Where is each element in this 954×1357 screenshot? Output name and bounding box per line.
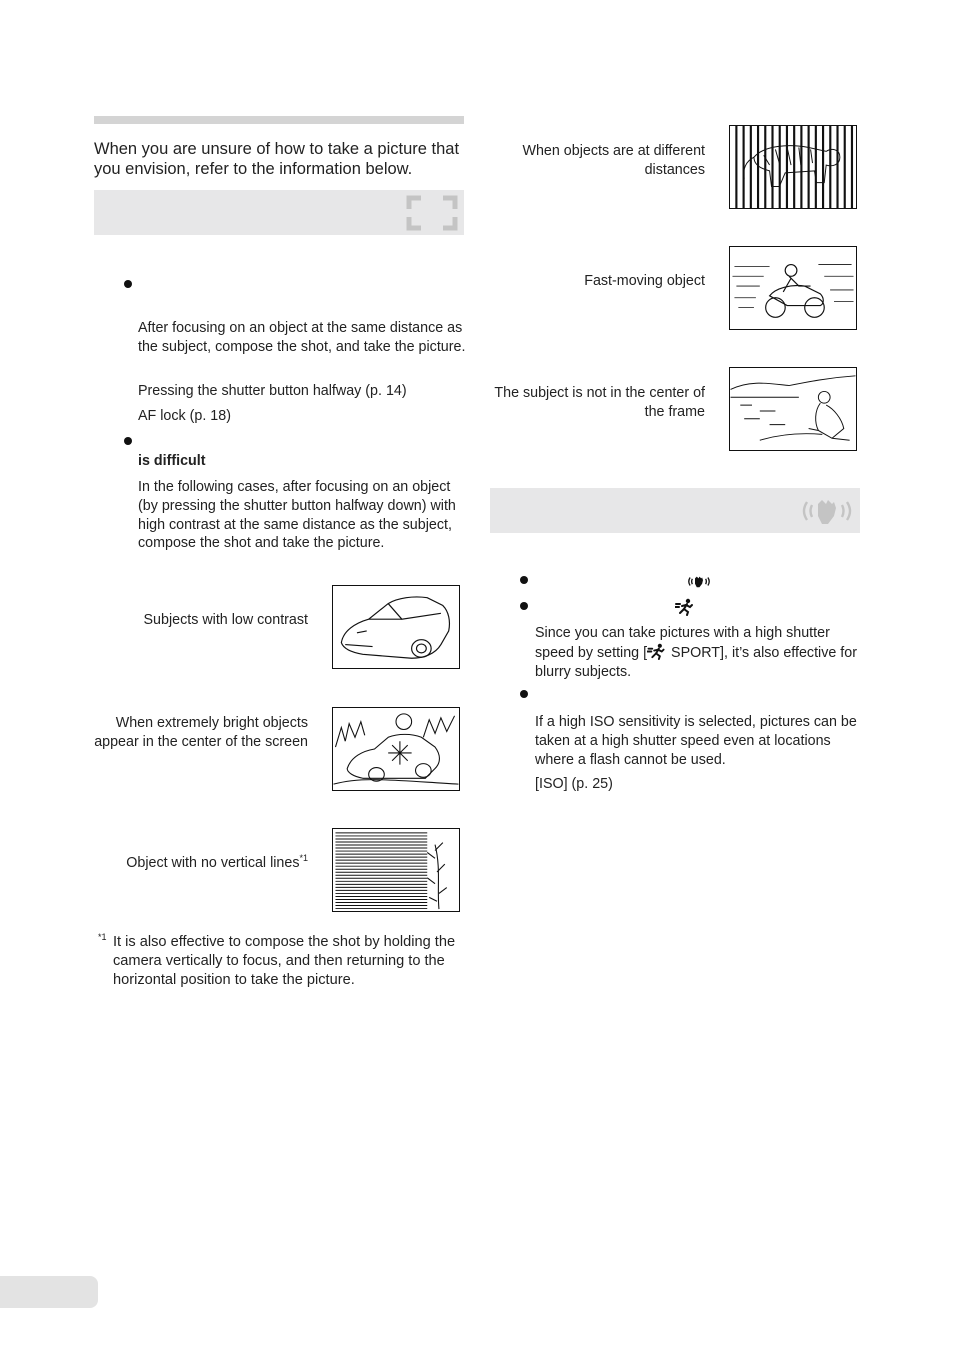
motorcycle-rider-illustration: [729, 246, 857, 330]
bullet-dot: [124, 280, 132, 288]
sport-runner-icon: [647, 643, 667, 660]
focus-ref-af-lock: AF lock (p. 18): [138, 408, 231, 424]
case-label: Fast-moving object: [584, 273, 705, 289]
iso-ref: [ISO] (p. 25): [535, 776, 613, 792]
footnote-marker: *1: [299, 853, 308, 864]
bullet-dot: [520, 602, 528, 610]
case-label-text: Object with no vertical lines: [126, 855, 300, 871]
case-label: Subjects with low contrast: [143, 612, 308, 628]
tiger-behind-bars-illustration: [729, 125, 857, 209]
focus-bullet2-body: In the following cases, after focusing on an object (by pressing the shutter button halfway down) with high contrast at the same distance as the subject, compose the shot and take the picture.: [138, 479, 456, 552]
case-label: The subject is not in the center of the frame: [494, 385, 705, 420]
case-label: [94, 854, 308, 873]
bullet-dot: [520, 576, 528, 584]
car-with-sun-glare-illustration: [332, 707, 460, 791]
focus-section-bar: [94, 190, 464, 235]
sport-body-post: SPORT], it’s also effective for blurry subjects.: [535, 644, 857, 680]
sport-body-pre: Since you can take pictures with a high shutter speed by setting [: [535, 625, 830, 661]
footnote-text: It is also effective to compose the shot by holding the camera vertically to focus, and then returning to the horizontal position to take the picture.: [113, 934, 456, 988]
af-frame-icon: [406, 195, 458, 231]
bullet-dot: [124, 437, 132, 445]
case-label: When objects are at different distances: [522, 143, 705, 178]
car-outline-illustration: [332, 585, 460, 669]
sport-body: [535, 624, 865, 681]
focus-bullet2-heading: is difficult: [138, 453, 206, 469]
iso-body: If a high ISO sensitivity is selected, pictures can be taken at a high shutter speed even at locations where a flash cannot be used.: [535, 714, 857, 768]
page-number-tab: [0, 1276, 98, 1308]
person-sitting-by-lake-illustration: [729, 367, 857, 451]
footnote-mark: *1: [98, 932, 107, 942]
sport-runner-icon: [675, 598, 695, 616]
case-label: When extremely bright objects appear in the center of the screen: [94, 715, 308, 750]
bullet-dot: [520, 690, 528, 698]
intro-text: When you are unsure of how to take a picture that you envision, refer to the information below.: [94, 140, 460, 178]
horizontal-blinds-with-plant-illustration: [332, 828, 460, 912]
top-rule: [94, 116, 464, 124]
image-stabilization-hand-icon: [800, 494, 854, 528]
focus-ref-shutter: Pressing the shutter button halfway (p. 14): [138, 383, 407, 399]
shake-section-bar: [490, 488, 860, 533]
image-stabilization-hand-icon: [687, 573, 711, 590]
focus-bullet1-body: After focusing on an object at the same distance as the subject, compose the shot, and take the picture.: [138, 320, 466, 355]
